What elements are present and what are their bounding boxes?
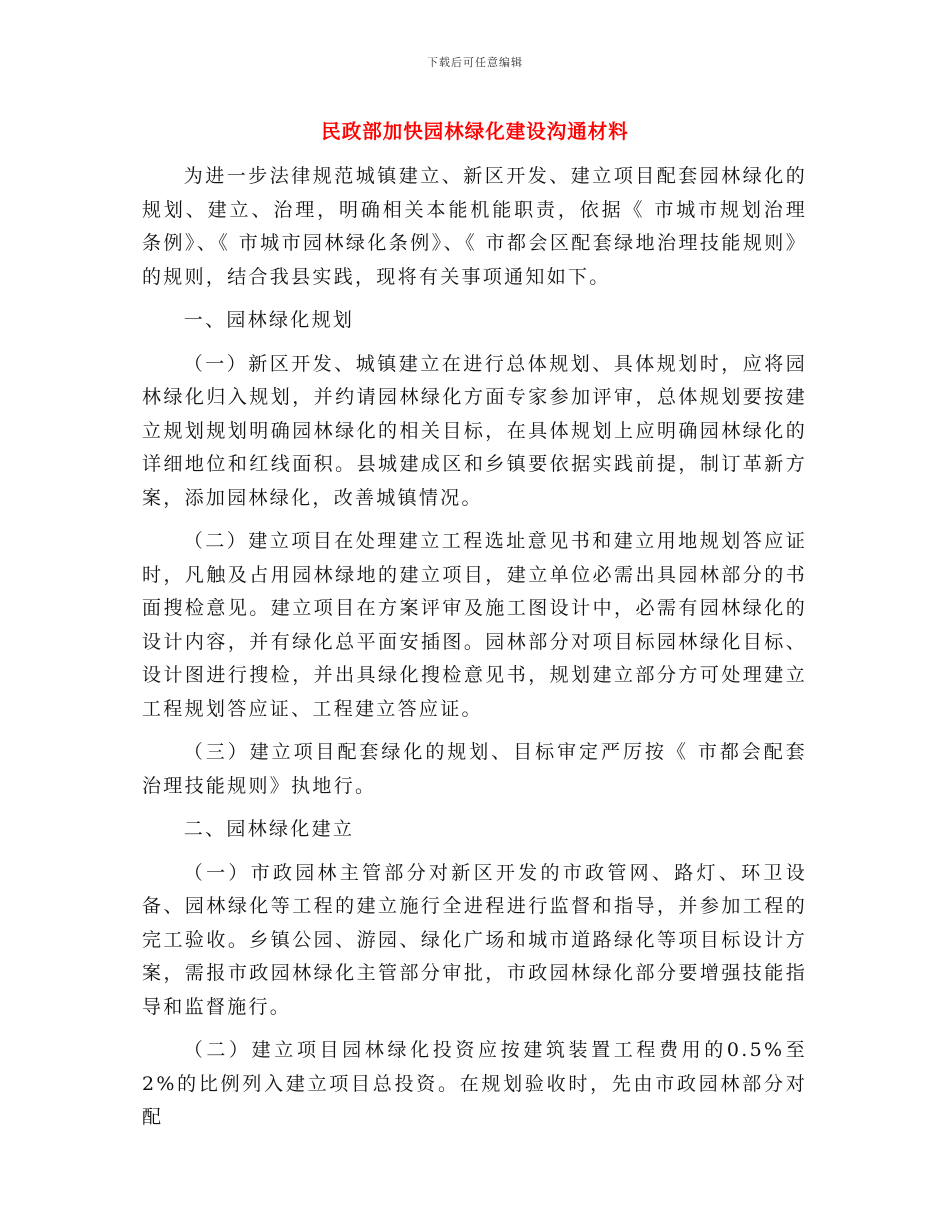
document-title: 民政部加快园林绿化建设沟通材料: [321, 120, 629, 143]
header-note: 下载后可任意编辑: [427, 56, 523, 69]
section-heading-planning: 一、园林绿化规划: [183, 309, 355, 331]
paragraph-planning-2: （二）建立项目在处理建立工程选址意见书和建立用地规划答应证时，凡触及占用园林绿地的建立项目，建立单位必需出具园林部分的书面搜检意见。建立项目在方案评审及施工图设计中，必需有园林绿化的设计内容，并有绿化总平面安插图。园林部分对项目标园林绿化目标、设计图进行搜检，并出具绿化搜检意见书，规划建立部分方可处理建立工程规划答应证、工程建立答应证。: [142, 530, 807, 720]
section-heading-construction: 二、园林绿化建立: [183, 818, 355, 840]
paragraph-construction-2: （二）建立项目园林绿化投资应按建筑装置工程费用的0.5%至2%的比例列入建立项目总投资。在规划验收时，先由市政园林部分对配: [142, 1039, 807, 1128]
document-body: [142, 160, 807, 1135]
paragraph-construction-1: （一）市政园林主管部分对新区开发的市政管网、路灯、环卫设备、园林绿化等工程的建立施行全进程进行监督和指导，并参加工程的完工验收。乡镇公园、游园、绿化广场和城市道路绿化等项目标设计方案，需报市政园林绿化主管部分审批，市政园林绿化部分要增强技能指导和监督施行。: [142, 861, 807, 1018]
paragraph-planning-1: （一）新区开发、城镇建立在进行总体规划、具体规划时，应将园林绿化归入规划，并约请园林绿化方面专家参加评审，总体规划要按建立规划规划明确园林绿化的相关目标，在具体规划上应明确园林绿化的详细地位和红线面积。县城建成区和乡镇要依据实践前提，制订革新方案，添加园林绿化，改善城镇情况。: [142, 352, 807, 509]
intro-paragraph: 为进一步法律规范城镇建立、新区开发、建立项目配套园林绿化的规划、建立、治理，明确相关本能机能职责，依据《 市城市规划治理条例》、《 市城市园林绿化条例》、《 市都会区配套绿地治理技能规则》的规则，结合我县实践，现将有关事项通知如下。: [142, 165, 807, 288]
paragraph-planning-3: （三）建立项目配套绿化的规划、目标审定严厉按《 市都会配套治理技能规则》执地行。: [142, 741, 807, 797]
